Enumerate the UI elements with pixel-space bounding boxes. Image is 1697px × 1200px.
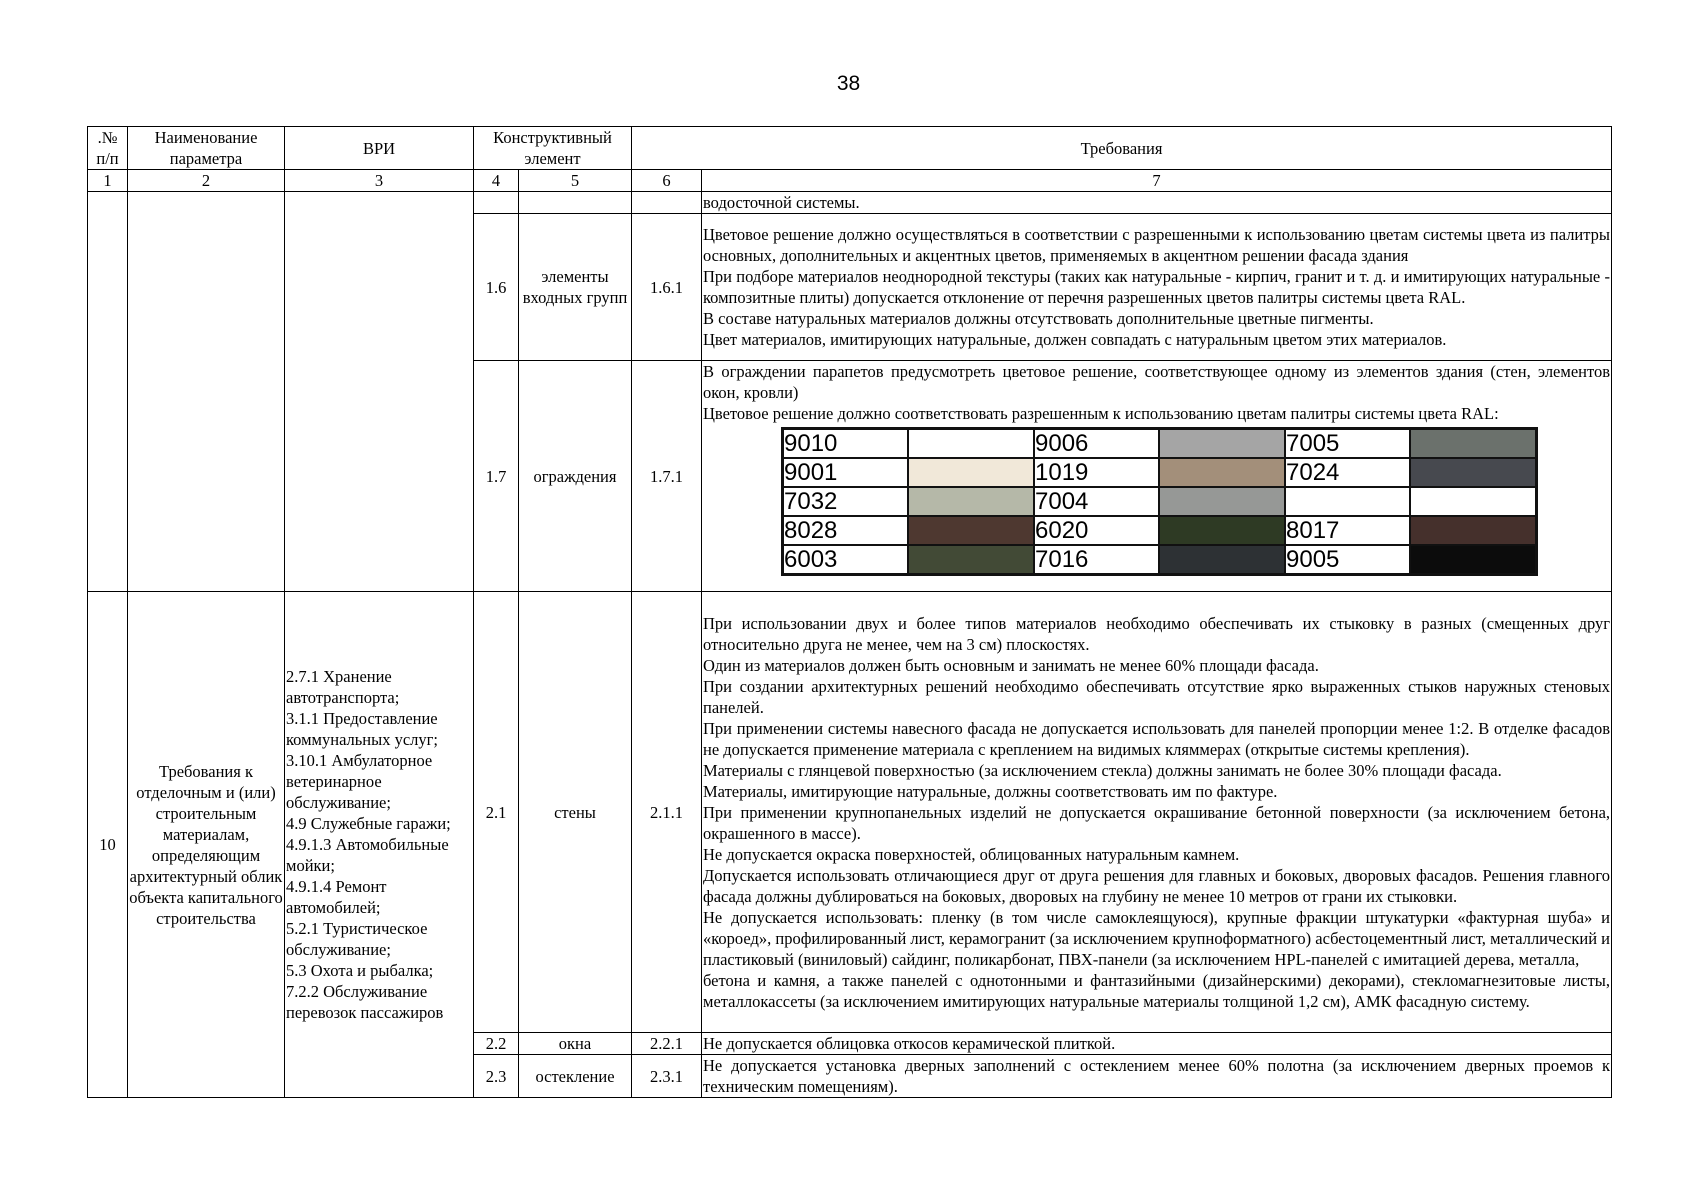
table-row: [88, 592, 1612, 1033]
header-vri: ВРИ: [285, 127, 474, 170]
requirements-table: [87, 126, 1612, 1098]
requirement-text: [702, 214, 1612, 361]
vri-list: [285, 592, 474, 1098]
ral-code: 6020: [1034, 516, 1159, 545]
vri-item: 2.7.1 Хранение автотранспорта;: [286, 667, 400, 707]
vri-item: 3.1.1 Предоставление коммунальных услуг;: [286, 709, 439, 749]
ral-palette: [781, 427, 1538, 576]
requirement-text: [702, 592, 1612, 1033]
sub-number: 1.7.1: [632, 361, 702, 592]
requirement-line: Материалы с глянцевой поверхностью (за исключением стекла) должны занимать не более 30% площади фасада.: [703, 760, 1502, 780]
element-name: элементы входных групп: [519, 214, 632, 361]
ral-code: 7024: [1285, 458, 1410, 487]
requirement-line: Цветовое решение должно соответствовать разрешенным к использованию цветам палитры системы цвета RAL:: [703, 404, 1499, 423]
empty-cell: [285, 192, 474, 592]
requirement-text: Не допускается установка дверных заполнений с остеклением менее 60% полотна (за исключением дверных проемов к техническим помещениям).: [703, 1056, 1611, 1096]
sub-number: 2.2.1: [632, 1033, 702, 1055]
empty-cell: [128, 192, 285, 592]
element-number: 1.6: [474, 214, 519, 361]
requirement-line: Цвет материалов, имитирующих натуральные, должен совпадать с натуральным цветом этих материалов.: [703, 330, 1447, 349]
vri-item: 7.2.2 Обслуживание перевозок пассажиров: [286, 982, 444, 1022]
element-name: стены: [519, 592, 632, 1033]
column-number: 6: [632, 170, 702, 192]
ral-color-swatch: [908, 516, 1034, 545]
element-number: 1.7: [474, 361, 519, 592]
ral-color-swatch: [908, 487, 1034, 516]
requirement-line: Не допускается окраска поверхностей, облицованных натуральным камнем.: [703, 844, 1240, 864]
sub-number: 2.3.1: [632, 1055, 702, 1098]
ral-code: 8017: [1285, 516, 1410, 545]
ral-color-swatch: [1410, 487, 1537, 516]
requirement-line: Допускается использовать отличающиеся друг от друга решения для главных и боковых, дворовых фасадов. Решения главного фасада должны дублироваться на боковых, дворовых на глубину не менее 10 метров от грани их стыковки.: [703, 865, 1611, 906]
ral-color-swatch: [1410, 545, 1537, 575]
ral-color-swatch: [908, 458, 1034, 487]
ral-row: [783, 545, 1537, 575]
ral-color-swatch: [1159, 458, 1285, 487]
requirement-line: При применении системы навесного фасада не допускается использовать для панелей пропорции менее 1:2. В отделке фасадов не допускается применение материала с креплением на видимых кляммерах (открытые системы крепления).: [703, 718, 1611, 759]
requirement-line: Цветовое решение должно осуществляться в соответствии с разрешенными к использованию цветам системы цвета из палитры основных, дополнительных и акцентных цветов, применяемых в акцентном решении фасада здания: [703, 225, 1611, 265]
column-number-row: [88, 170, 1612, 192]
empty-cell: [474, 192, 519, 214]
vri-item: 5.2.1 Туристическое обслуживание;: [286, 919, 428, 959]
element-number: 2.3: [474, 1055, 519, 1098]
ral-palette-wrap: [703, 424, 1610, 576]
ral-row: [783, 429, 1537, 459]
requirement-line: Не допускается использовать: пленку (в том числе самоклеящуюся), крупные фракции штукатурки «фактурная шуба» и «короед», профилированный лист, керамогранит (за исключением крупноформатного) асбестоцементный лист, металлический и пластиковый (виниловый) сайдинг, поликарбонат, ПВХ-панели (за исключением HPL-панелей с имитацией дерева, металла,: [703, 907, 1611, 969]
ral-row: [783, 487, 1537, 516]
column-number: 5: [519, 170, 632, 192]
empty-cell: [632, 192, 702, 214]
header-requirements: Требования: [632, 127, 1612, 170]
vri-item: 4.9 Служебные гаражи;: [286, 814, 451, 833]
page-number: 38: [836, 72, 861, 95]
ral-code: 8028: [783, 516, 909, 545]
requirement-line: При применении крупнопанельных изделий не допускается окрашивание бетонной поверхности (за исключением бетона, окрашенного в массе).: [703, 802, 1611, 843]
vri-item: 3.10.1 Амбулаторное ветеринарное обслуживание;: [286, 751, 433, 812]
requirement-line: Материалы, имитирующие натуральные, должны соответствовать им по фактуре.: [703, 781, 1278, 801]
column-number: 1: [88, 170, 128, 192]
ral-color-swatch: [908, 429, 1034, 459]
row-number: 10: [88, 592, 128, 1098]
ral-color-swatch: [1410, 516, 1537, 545]
ral-row: [783, 516, 1537, 545]
element-name: ограждения: [519, 361, 632, 592]
ral-color-swatch: [1159, 516, 1285, 545]
ral-code: 7005: [1285, 429, 1410, 459]
requirement-line: В ограждении парапетов предусмотреть цветовое решение, соответствующее одному из элементов здания (стен, элементов окон, кровли): [703, 362, 1611, 402]
ral-code: 9010: [783, 429, 909, 459]
ral-code: 9001: [783, 458, 909, 487]
requirement-line: При создании архитектурных решений необходимо обеспечивать отсутствие ярко выраженных стыков наружных стеновых панелей.: [703, 676, 1611, 717]
vri-item: 4.9.1.3 Автомобильные мойки;: [286, 835, 449, 875]
empty-cell: [88, 192, 128, 592]
header-num: .№ п/п: [88, 127, 128, 170]
ral-color-swatch: [1159, 487, 1285, 516]
ral-code: [1285, 487, 1410, 516]
sub-number: 1.6.1: [632, 214, 702, 361]
ral-row: [783, 458, 1537, 487]
ral-code: 9005: [1285, 545, 1410, 575]
requirement-line: В составе натуральных материалов должны отсутствовать дополнительные цветные пигменты.: [703, 309, 1374, 328]
requirement-line: бетона и камня, а также панелей с однотонными и фантазийными (дизайнерскими) декорами), стекломагнезитовые листы, металлокассеты (за исключением имитирующих натуральные материалы толщиной 1,2 см), АМК фасадную систему.: [703, 970, 1611, 1011]
vri-item: 5.3 Охота и рыбалка;: [286, 961, 434, 980]
column-number: 3: [285, 170, 474, 192]
element-name: окна: [519, 1033, 632, 1055]
requirement-line: При подборе материалов неоднородной текстуры (таких как натуральные - кирпич, гранит и т. д. и имитирующих натуральные - композитные плиты) допускается отклонение от перечня разрешенных цветов палитры системы цвета RAL.: [703, 267, 1611, 307]
requirement-text: Не допускается облицовка откосов керамической плиткой.: [702, 1033, 1612, 1055]
requirement-text: [702, 361, 1612, 592]
column-number: 7: [702, 170, 1612, 192]
ral-color-swatch: [908, 545, 1034, 575]
element-name: остекление: [519, 1055, 632, 1098]
ral-color-swatch: [1159, 545, 1285, 575]
element-number: 2.2: [474, 1033, 519, 1055]
ral-color-swatch: [1410, 458, 1537, 487]
vri-item: 4.9.1.4 Ремонт автомобилей;: [286, 877, 387, 917]
ral-code: 1019: [1034, 458, 1159, 487]
header-row: [88, 127, 1612, 170]
ral-code: 9006: [1034, 429, 1159, 459]
column-number: 4: [474, 170, 519, 192]
header-element: Конструктивный элемент: [474, 127, 632, 170]
ral-color-swatch: [1410, 429, 1537, 459]
empty-cell: [519, 192, 632, 214]
ral-color-swatch: [1159, 429, 1285, 459]
ral-code: 7016: [1034, 545, 1159, 575]
ral-code: 6003: [783, 545, 909, 575]
element-number: 2.1: [474, 592, 519, 1033]
header-param: Наименование параметра: [128, 127, 285, 170]
sub-number: 2.1.1: [632, 592, 702, 1033]
table-row: [88, 192, 1612, 214]
ral-code: 7004: [1034, 487, 1159, 516]
ral-code: 7032: [783, 487, 909, 516]
parameter-name: Требования к отделочным и (или) строительным материалам, определяющим архитектурный облик объекта капитального строительства: [128, 592, 285, 1098]
requirement-line: Один из материалов должен быть основным и занимать не менее 60% площади фасада.: [703, 655, 1319, 675]
column-number: 2: [128, 170, 285, 192]
requirement-line: При использовании двух и более типов материалов необходимо обеспечивать их стыковку в разных (смещенных друг относительно друга не менее, чем на 3 см) плоскостях.: [703, 613, 1611, 654]
continued-text: водосточной системы.: [702, 192, 1612, 214]
